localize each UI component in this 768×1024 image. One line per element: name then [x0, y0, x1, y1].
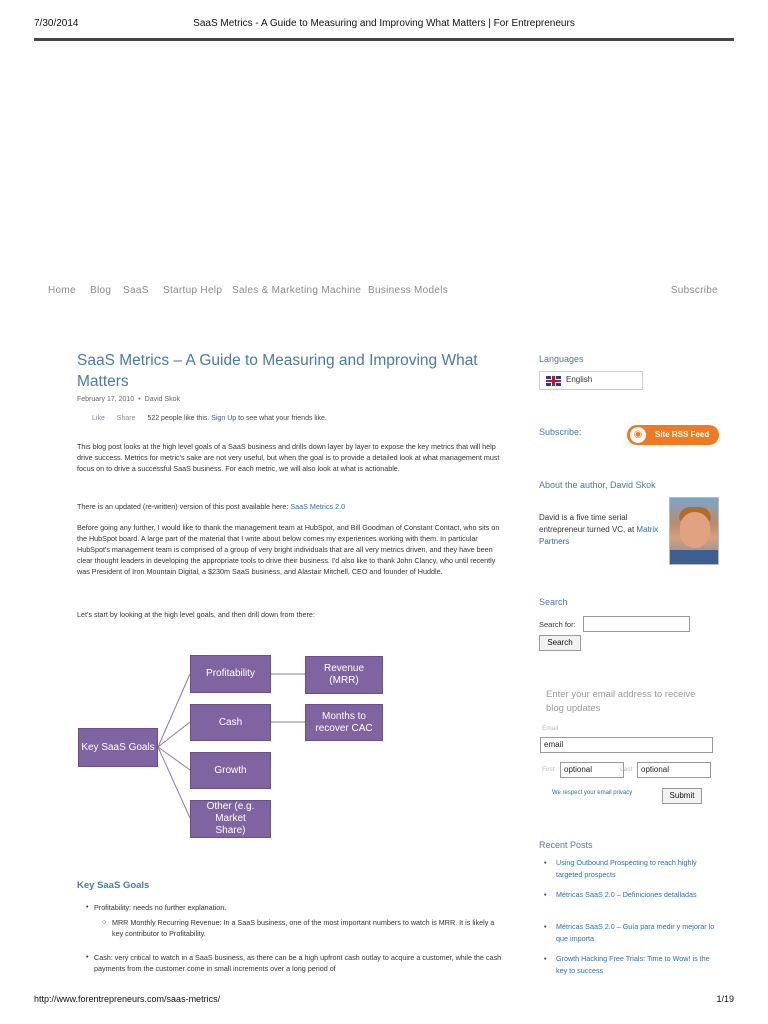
bullet-profitability [86, 902, 502, 913]
language-label: English [566, 375, 593, 384]
print-footer [34, 994, 734, 1006]
matrix-partners-link[interactable]: Matrix Partners [539, 525, 659, 546]
recent-posts-heading: Recent Posts [539, 840, 593, 850]
post-title: SaaS Metrics – A Guide to Measuring and Improving What Matters [77, 352, 478, 390]
like-count: 522 people like this. [147, 415, 210, 422]
search-button[interactable]: Search [539, 635, 581, 651]
update-paragraph [77, 501, 502, 512]
email-prompt: Enter your email address to receive blog updates [546, 689, 696, 714]
print-header [34, 18, 734, 32]
search-input[interactable] [583, 616, 690, 632]
recent-post-item[interactable]: • Using Outbound Prospecting to reach highly targeted prospects [544, 858, 697, 879]
search-heading: Search [539, 597, 568, 607]
key-goals-heading: Key SaaS Goals [77, 880, 150, 891]
post-meta: February 17, 2010 • David Skok [77, 396, 181, 403]
uk-flag-icon [546, 376, 561, 386]
intro-paragraph: This blog post looks at the high level goals of a SaaS business and drills down layer by layer to expose the key metrics that will help drive success. Metrics for metric's sake are not very useful, but when the goal is to provide a detailed look at what management must focus on to drive a successful SaaS business. For each metric, we will also look at what is actionable. [77, 442, 500, 473]
bullet-cash [86, 952, 502, 974]
submit-button[interactable]: Submit [662, 788, 702, 804]
author-photo [669, 497, 719, 565]
about-heading: About the author, David Skok [539, 480, 656, 490]
last-name-field[interactable]: optional [637, 762, 711, 778]
diagram-revenue: Revenue (MRR) [305, 656, 383, 694]
bullet-cash-text: Cash: very critical to watch in a SaaS business, as there can be a high upfront cash outlay to acquire a customer, while the cash payments from the customer come in small increments over a long period of [94, 953, 502, 973]
first-name-field[interactable]: optional [560, 762, 624, 778]
nav-startup-help[interactable]: Startup Help [163, 285, 223, 296]
recent-post-item[interactable]: • Métricas SaaS 2.0 – Guía para medir y mejorar lo que importa [544, 922, 715, 943]
about-body: David is a five time serial entrepreneur turned VC, at [539, 513, 635, 534]
nav-blog[interactable]: Blog [90, 285, 112, 296]
about-text [539, 512, 664, 548]
facebook-like-row [92, 415, 327, 422]
subscribe-heading: Subscribe: [539, 427, 582, 437]
print-url: http://www.forentrepreneurs.com/saas-metrics/ [34, 994, 221, 1004]
connector-other [158, 747, 190, 818]
rss-icon: ◉ [630, 427, 646, 443]
diagram-other: Other (e.g. Market Share) [190, 800, 271, 838]
recent-post-link[interactable]: Using Outbound Prospecting to reach highly targeted prospects [556, 858, 697, 879]
diagram-profitability: Profitability [190, 655, 271, 693]
languages-heading: Languages [539, 354, 584, 364]
diagram-growth: Growth [190, 752, 271, 789]
saas-goals-diagram [77, 648, 397, 843]
recent-post-item[interactable]: • Métricas SaaS 2.0 – Definiciones detalladas [544, 890, 697, 899]
page-number: 1/19 [716, 994, 734, 1004]
diagram-root: Key SaaS Goals [78, 728, 158, 767]
bullet-mrr-text: MRR Monthly Recurring Revenue: In a SaaS business, one of the most important numbers to watch is MRR. It is likely a key contributor to Profitability. [112, 918, 495, 938]
recent-post-link[interactable]: Métricas SaaS 2.0 – Guía para medir y mejorar lo que importa [556, 922, 715, 943]
signup-link[interactable]: Sign Up [211, 415, 237, 422]
post-author[interactable]: David Skok [144, 396, 181, 403]
email-label: Email [542, 725, 559, 732]
first-name-label: First [542, 766, 555, 773]
connector-profitability [158, 674, 190, 747]
bullet-dot: • [86, 954, 89, 961]
nav-saas[interactable]: SaaS [123, 285, 149, 296]
saas-metrics-2-link[interactable]: SaaS Metrics 2.0 [290, 502, 346, 511]
email-field[interactable]: email [540, 737, 713, 753]
privacy-link[interactable]: We respect your email privacy [552, 790, 633, 796]
nav-sales-marketing[interactable]: Sales & Marketing Machine [232, 285, 362, 296]
print-date: 7/30/2014 [34, 18, 79, 29]
share-button[interactable]: Share [116, 415, 136, 422]
rss-label: Site RSS Feed [655, 430, 710, 439]
nav-home[interactable]: Home [48, 285, 76, 296]
lead-paragraph: Let's start by looking at the high level goals, and then drill down from there: [77, 610, 315, 619]
like-button[interactable]: Like [92, 415, 105, 422]
nav-business-models[interactable]: Business Models [368, 285, 449, 296]
like-tail: to see what your friends like. [238, 415, 327, 422]
sub-bullet-circle: ○ [102, 919, 107, 926]
header-divider [34, 38, 734, 41]
diagram-cash: Cash [190, 704, 271, 741]
last-name-label: Last [620, 766, 633, 773]
recent-post-link[interactable]: Growth Hacking Free Trials: Time to Wow! is the key to success [556, 954, 710, 975]
language-selector[interactable] [539, 371, 643, 390]
update-text: There is an updated (re-written) version of this post available here: [77, 502, 289, 511]
recent-post-item[interactable]: • Growth Hacking Free Trials: Time to Wow! is the key to success [544, 954, 710, 975]
bullet-profitability-text: Profitability: needs no further explanation. [94, 903, 227, 912]
bullet-mrr [102, 917, 502, 939]
main-nav [48, 285, 718, 299]
search-label: Search for: [539, 620, 576, 629]
nav-subscribe[interactable]: Subscribe [670, 285, 718, 296]
rss-feed-button[interactable] [627, 425, 719, 445]
post-date: February 17, 2010 [77, 396, 135, 403]
bullet-dot: • [86, 904, 89, 911]
connector-cash [158, 722, 190, 747]
thanks-paragraph: Before going any further, I would like to thank the management team at HubSpot, and Bill Goodman of Constant Contact, who sits on the HubSpot board. A large part of the material that I write about below comes my experiences working with them. In particular HubSpot's management team is comprised of a group of very bright individuals that are all very metrics driven, and they have been clear thought leaders in developing the appropriate tools to drive their business. I'd also like to thank John Clancy, who until recently was President of Iron Mountain Digital, a $230m SaaS business, and Alastair Mitchell, CEO and founder of Huddle. [77, 523, 500, 576]
diagram-months: Months to recover CAC [305, 704, 383, 741]
print-title: SaaS Metrics - A Guide to Measuring and Improving What Matters | For Entrepreneurs [193, 18, 575, 29]
recent-post-link[interactable]: Métricas SaaS 2.0 – Definiciones detalladas [556, 890, 697, 899]
